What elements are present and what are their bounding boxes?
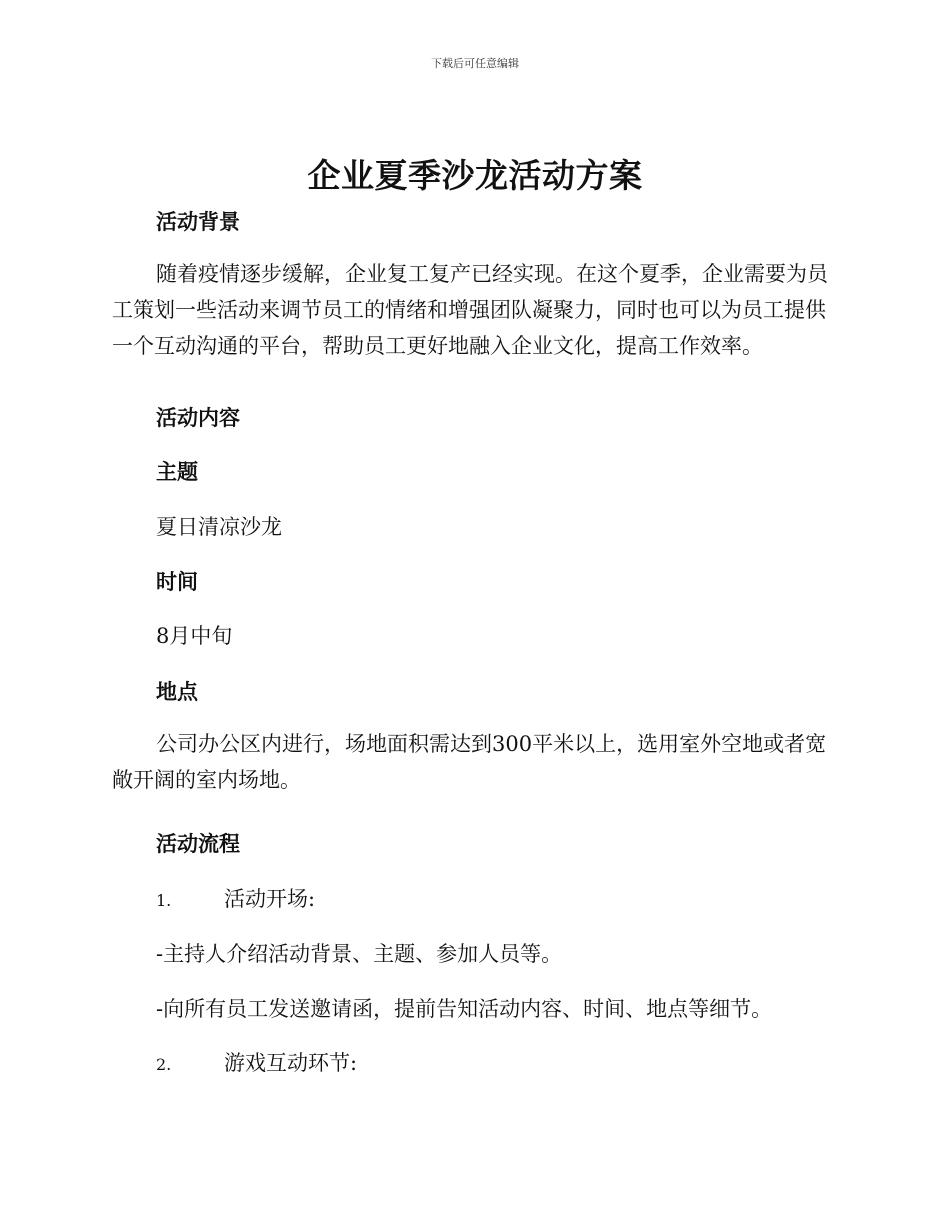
heading-background: 活动背景 [156, 210, 240, 234]
bullet-step-1-b: -向所有员工发送邀请函，提前告知活动内容、时间、地点等细节。 [156, 997, 773, 1021]
document-title: 企业夏季沙龙活动方案 [307, 156, 643, 195]
bullet-step-1-a: -主持人介绍活动背景、主题、参加人员等。 [156, 942, 563, 966]
list-item-label: 游戏互动环节: [224, 1051, 358, 1075]
theme-text: 夏日清凉沙龙 [156, 515, 282, 539]
heading-time: 时间 [156, 570, 198, 594]
time-text: 8月中旬 [156, 624, 233, 648]
heading-place: 地点 [156, 680, 198, 704]
list-item-step-1 [156, 883, 315, 913]
paragraph-background: 随着疫情逐步缓解，企业复工复产已经实现。在这个夏季，企业需要为员工策划一些活动来调节员工的情绪和增强团队凝聚力，同时也可以为员工提供一个互动沟通的平台，帮助员工更好地融入企业文化，提高工作效率。 [112, 262, 828, 358]
list-item-label: 活动开场: [224, 887, 316, 911]
heading-process: 活动流程 [156, 832, 240, 856]
paragraph-place: 公司办公区内进行，场地面积需达到300平米以上，选用室外空地或者宽敞开阔的室内场地。 [112, 732, 827, 792]
heading-theme: 主题 [156, 460, 198, 484]
list-number: 2. [156, 1055, 172, 1074]
list-item-step-2 [156, 1047, 357, 1077]
list-number: 1. [156, 891, 172, 910]
heading-content: 活动内容 [156, 406, 240, 430]
page-header-note: 下载后可任意编辑 [431, 57, 519, 70]
